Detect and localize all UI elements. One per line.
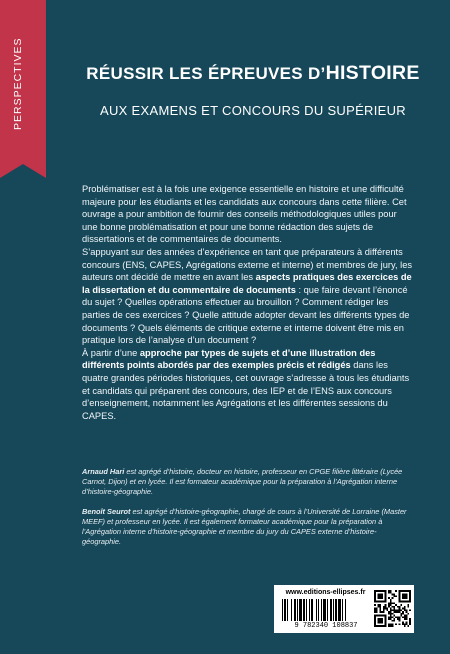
qr-module: [399, 623, 401, 625]
qr-module: [406, 622, 408, 624]
qr-module: [402, 611, 404, 613]
blurb-paragraph-1: Problématiser est à la fois une exigence essentielle en histoire et une difficulté majeure pour les étudiants et les candidats aux concours dans cette filière. Cet ouvrage a pour ambition de fournir des conseils méthodologiques utiles pour une bonne problématisation et pour une bonne rédaction des sujets de dissertations et de commentaires de documents.: [82, 184, 407, 245]
qr-module: [378, 606, 380, 608]
qr-module: [404, 623, 406, 625]
qr-module: [390, 599, 392, 601]
collection-label: PERSPECTIVES: [12, 37, 24, 130]
qr-module: [404, 606, 406, 608]
qr-module: [392, 594, 394, 596]
qr-module: [379, 608, 381, 610]
qr-module: [383, 608, 385, 610]
barcode-bar: [284, 599, 286, 621]
qr-module: [393, 618, 395, 620]
qr-module: [388, 602, 390, 604]
qr-module: [388, 623, 390, 625]
blurb-p2-text-c: : que faire devant l’énoncé du sujet ? Quelles opérations effectuer au brouillon ? Comment rédiger les parties de ces exercices ? Quelle attitude adopter devant les différents types de documents ? Quels éléments de critique externe et interne doivent être mis en pratique lors de l’analyse d’un document ?: [82, 284, 410, 346]
qr-module: [393, 602, 395, 604]
qr-module: [395, 616, 397, 618]
qr-module: [406, 616, 408, 618]
qr-module: [390, 615, 392, 617]
qr-module: [390, 616, 392, 618]
qr-module: [383, 609, 385, 611]
barcode-bar: [330, 599, 332, 621]
qr-module: [392, 597, 394, 599]
barcode-bar: [321, 599, 322, 621]
blurb-p2-emphasis: aspects pratiques des exercices de la dissertation et du commentaire de documents: [82, 272, 412, 295]
qr-module: [407, 613, 409, 615]
qr-module: [400, 604, 402, 606]
barcode-bar: [342, 599, 343, 621]
barcode-bar: [323, 599, 326, 621]
qr-module: [404, 615, 406, 617]
qr-module: [400, 615, 402, 617]
qr-module: [383, 606, 385, 608]
qr-module: [402, 623, 404, 625]
barcode-bar: [303, 599, 305, 621]
qr-module: [392, 625, 394, 627]
barcode-bars: [282, 599, 370, 621]
qr-module: [399, 608, 401, 610]
author-bios: [82, 467, 414, 556]
author-text-2: est agrégé d’histoire-géographie, chargé de cours à l’Université de Lorraine (Master MEEF) et professeur en lycée. Il est également formateur académique pour la préparation à l’Agrégation interne d’histoire-géographie et membre du jury du CAPES externe d’histoire-géographie.: [82, 506, 407, 547]
qr-module: [388, 611, 390, 613]
qr-module: [402, 608, 404, 610]
qr-module: [388, 606, 390, 608]
collection-ribbon: [0, 0, 46, 164]
barcode-bar: [294, 599, 296, 621]
qr-module: [390, 618, 392, 620]
qr-module: [404, 616, 406, 618]
author-name-1: Arnaud Hari: [82, 467, 125, 476]
qr-module: [376, 609, 378, 611]
qr-module: [390, 601, 392, 603]
barcode-bar: [338, 599, 341, 621]
qr-module: [407, 606, 409, 608]
qr-module: [392, 606, 394, 608]
qr-module: [388, 590, 390, 592]
qr-module: [402, 613, 404, 615]
barcode-bar: [297, 599, 298, 621]
barcode-bar: [282, 599, 283, 621]
barcode-bar: [299, 599, 302, 621]
barcode-bar: [291, 599, 292, 621]
publisher-website: www.editions-ellipses.fr: [285, 589, 366, 596]
qr-module: [395, 590, 397, 592]
qr-module: [393, 611, 395, 613]
qr-module: [404, 625, 406, 627]
book-subtitle: AUX EXAMENS ET CONCOURS DU SUPÉRIEUR: [100, 103, 406, 118]
qr-module: [399, 606, 401, 608]
qr-module: [378, 594, 383, 599]
qr-module: [406, 609, 408, 611]
barcode-bar: [309, 599, 310, 621]
qr-module: [406, 623, 408, 625]
author-name-2: Benoît Seurot: [82, 506, 131, 516]
qr-module: [390, 611, 392, 613]
qr-module: [407, 604, 409, 606]
qr-module: [395, 595, 397, 597]
qr-module: [399, 620, 401, 622]
barcode-bar: [311, 599, 313, 621]
qr-module: [385, 604, 387, 606]
qr-module: [409, 622, 411, 624]
qr-module: [378, 618, 383, 623]
qr-module: [379, 604, 381, 606]
qr-module: [385, 608, 387, 610]
qr-module: [402, 594, 407, 599]
ribbon-point: [0, 164, 46, 178]
qr-module: [404, 608, 406, 610]
blurb-p3-text-c: dans les quatre grandes périodes historiques, cet ouvrage s’adresse à tous les étudiants et candidats qui préparent des concours, des IEP et de l’ENS aux concours d’enseignement, notamment les Agrégations et les différentes sessions du CAPES.: [82, 360, 410, 421]
qr-module: [409, 620, 411, 622]
blurb: [82, 183, 414, 422]
qr-module: [397, 618, 399, 620]
blurb-paragraph-3: [82, 347, 414, 423]
qr-module: [388, 618, 390, 620]
qr-module: [397, 616, 399, 618]
qr-module: [409, 623, 411, 625]
qr-module: [399, 609, 401, 611]
qr-module: [374, 609, 376, 611]
qr-module: [402, 622, 404, 624]
qr-module: [390, 604, 392, 606]
qr-module: [393, 608, 395, 610]
qr-module: [390, 590, 392, 592]
qr-module: [406, 615, 408, 617]
qr-module: [407, 625, 409, 627]
blurb-p3-emphasis: approche par types de sujets et d’une illustration des différents points abordés par des exemples précis et rédigés: [82, 347, 376, 371]
qr-module: [397, 606, 399, 608]
author-bio-1: [82, 467, 414, 498]
qr-module: [395, 609, 397, 611]
qr-module: [379, 606, 381, 608]
qr-module: [400, 613, 402, 615]
qr-module: [388, 613, 390, 615]
qr-module: [399, 616, 401, 618]
qr-module: [376, 611, 378, 613]
qr-module: [390, 602, 392, 604]
qr-module: [374, 608, 376, 610]
barcode-bar: [345, 599, 346, 621]
qr-module: [374, 604, 376, 606]
qr-module: [376, 608, 378, 610]
barcode-bar: [306, 599, 307, 621]
book-title: [68, 62, 438, 85]
qr-module: [383, 611, 385, 613]
barcode-bar: [335, 599, 337, 621]
qr-module: [390, 613, 392, 615]
qr-module: [388, 625, 390, 627]
qr-module: [392, 616, 394, 618]
author-text-1: est agrégé d’histoire, docteur en histoire, professeur en CPGE filière littéraire (Lycée Carnot, Dijon) et en lycée. Il est formateur académique pour la préparation à l’Agrégation interne d’histoire-géographie.: [82, 467, 403, 497]
qr-module: [409, 618, 411, 620]
qr-module: [395, 623, 397, 625]
qr-module: [378, 604, 380, 606]
qr-code-icon: [374, 590, 411, 627]
qr-module: [406, 618, 408, 620]
qr-module: [390, 609, 392, 611]
barcode-box: [274, 585, 414, 633]
qr-module: [392, 620, 394, 622]
qr-module: [381, 611, 383, 613]
qr-module: [399, 618, 401, 620]
blurb-paragraph-2: [82, 246, 414, 347]
qr-module: [393, 594, 395, 596]
qr-module: [392, 602, 394, 604]
blurb-p3-text-a: À partir d’une: [82, 347, 140, 358]
qr-module: [395, 604, 397, 606]
qr-module: [393, 595, 395, 597]
qr-module: [388, 604, 390, 606]
qr-module: [390, 625, 392, 627]
qr-module: [388, 597, 390, 599]
qr-module: [379, 609, 381, 611]
qr-module: [388, 616, 390, 618]
qr-module: [386, 608, 388, 610]
isbn-digits: 9 782340 108837: [294, 622, 358, 630]
qr-module: [390, 608, 392, 610]
barcode-bar: [316, 599, 317, 621]
qr-module: [374, 611, 376, 613]
qr-module: [397, 611, 399, 613]
barcode-bar: [287, 599, 288, 621]
qr-module: [404, 618, 406, 620]
qr-module: [393, 615, 395, 617]
qr-module: [399, 611, 401, 613]
qr-module: [400, 609, 402, 611]
barcode-bar: [327, 599, 328, 621]
qr-module: [388, 592, 390, 594]
qr-module: [395, 611, 397, 613]
qr-module: [392, 613, 394, 615]
qr-module: [393, 609, 395, 611]
barcode-bar: [333, 599, 334, 621]
book-title-part2: HISTOIRE: [325, 62, 420, 84]
qr-module: [385, 606, 387, 608]
qr-module: [393, 606, 395, 608]
author-bio-2: [82, 507, 414, 548]
book-title-part1: RÉUSSIR LES ÉPREUVES D’: [86, 64, 326, 83]
qr-module: [392, 609, 394, 611]
barcode-bar: [318, 599, 319, 621]
qr-module: [386, 609, 388, 611]
qr-module: [390, 623, 392, 625]
qr-module: [406, 611, 408, 613]
qr-module: [409, 609, 411, 611]
qr-module: [379, 611, 381, 613]
qr-module: [397, 609, 399, 611]
qr-module: [404, 609, 406, 611]
qr-module: [393, 620, 395, 622]
qr-module: [390, 592, 392, 594]
blurb-p2-text-a: S’appuyant sur des années d’expérience en tant que préparateurs à différents concours (ENS, CAPES, Agrégations externe et interne) et membres de jury, les auteurs ont décidé de mettre en avant les: [82, 246, 413, 283]
qr-module: [402, 616, 404, 618]
qr-module: [392, 623, 394, 625]
